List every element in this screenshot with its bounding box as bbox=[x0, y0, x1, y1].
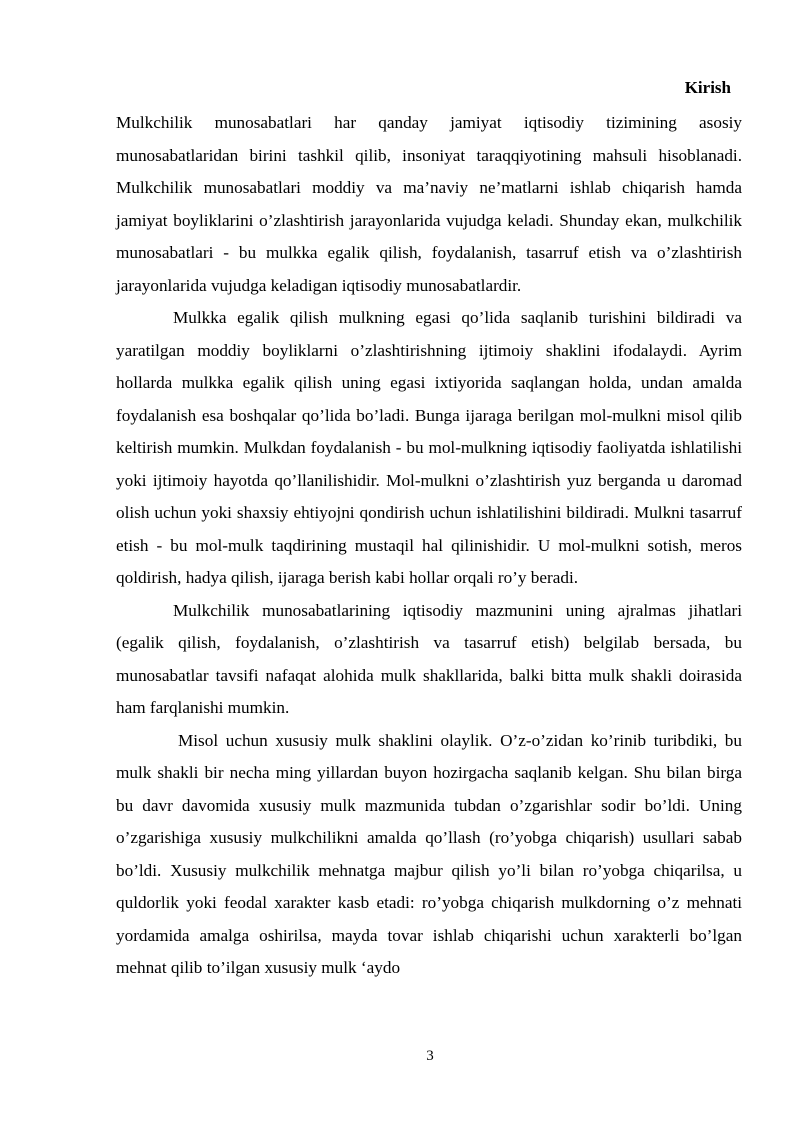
paragraph-3: Mulkchilik munosabatlarining iqtisodiy mazmunini uning ajralmas jihatlari (egalik qilish, foydalanish, o’zlashtirish va tasarruf etish) belgilab bersada, bu munosabatlar tavsifi nafaqat alohida mulk shakllarida, balki bitta mulk shakli doirasida ham farqlanishi mumkin. bbox=[116, 600, 742, 717]
section-heading: Kirish bbox=[684, 78, 731, 97]
document-body bbox=[116, 107, 742, 985]
paragraph-2: Mulkka egalik qilish mulkning egasi qo’lida saqlanib turishini bildiradi va yaratilgan moddiy boyliklarni o’zlashtirishning ijtimoiy shaklini ifodalaydi. Ayrim hollarda mulkka egalik qilish uning egasi ixtiyorida saqlangan holda, undan amalda foydalanish esa boshqalar qo’lida bo’ladi. Bunga ijaraga berilgan mol-mulkni misol qilib keltirish mumkin. Mulkdan foydalanish - bu mol-mulkning iqtisodiy faoliyatda ishlatilishi yoki ijtimoiy hayotda qo’llanilishidir. Mol-mulkni o’zlashtirish yuz berganda u daromad olish uchun yoki shaxsiy ehtiyojni qondirish uchun ishlatilishini bildiradi. Mulkni tasarruf etish - bu mol-mulk taqdirining mustaqil hal qilinishidir. U mol-mulkni sotish, meros qoldirish, hadya qilish, ijaraga berish kabi hollar orqali ro’y beradi. bbox=[116, 308, 742, 587]
page-number: 3 bbox=[426, 1048, 434, 1064]
paragraph-1: Mulkchilik munosabatlari har qanday jamiyat iqtisodiy tizimining asosiy munosabatlaridan birini tashkil qilib, insoniyat taraqqiyotining mahsuli hisoblanadi. Mulkchilik munosabatlari moddiy va ma’naviy ne’matlarni ishlab chiqarish hamda jamiyat boyliklarini o’zlashtirish jarayonlarida vujudga keladi. Shunday ekan, mulkchilik munosabatlari - bu mulkka egalik qilish, foydalanish, tasarruf etish va o’zlashtirish jarayonlarida vujudga keladigan iqtisodiy munosabatlardir. bbox=[116, 113, 742, 295]
paragraph-4: Misol uchun xususiy mulk shaklini olaylik. O’z-o’zidan ko’rinib turibdiki, bu mulk shakli bir necha ming yillardan buyon hozirgacha saqlanib kelgan. Shu bilan birga bu davr davomida xususiy mulk mazmunida tubdan o’zgarishlar sodir bo’ldi. Uning o’zgarishiga xususiy mulkchilikni amalda qo’llash (ro’yobga chiqarish) usullari sabab bo’ldi. Xususiy mulkchilik mehnatga majbur qilish yo’li bilan ro’yobga chiqarilsa, u quldorlik yoki feodal xarakter kasb etadi: ro’yobga chiqarish mulkdorning o’z mehnati yordamida amalga oshirilsa, mayda tovar ishlab chiqarishi uchun xarakterli bo’lgan mehnat qilib to’ilgan xususiy mulk ‘aydo bbox=[116, 730, 742, 977]
